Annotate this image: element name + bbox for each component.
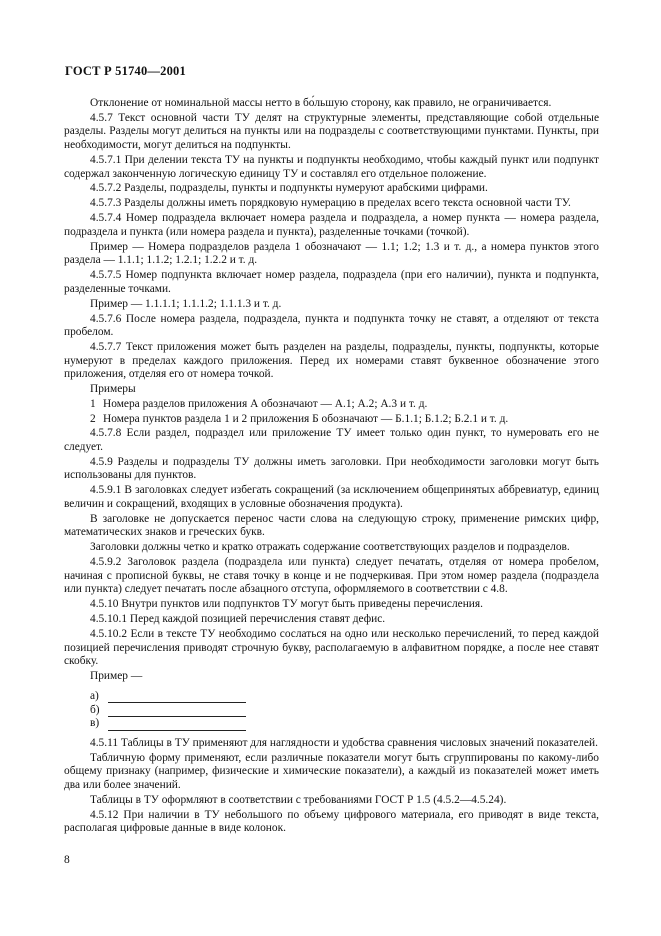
paragraph-4-5-10: 4.5.10 Внутри пунктов или подпунктов ТУ могут быть приведены перечисления. <box>90 598 483 611</box>
paragraph-4-5-7-8: 4.5.7.8 Если раздел, подраздел или приложение ТУ имеет только один пункт, то нумеровать его не следует. <box>64 427 599 453</box>
paragraph-4-5-7-2: 4.5.7.2 Разделы, подразделы, пункты и подпункты нумеруют арабскими цифрами. <box>90 182 488 195</box>
example-heading: Пример — <box>90 669 143 682</box>
paragraph-4-5-7-3: 4.5.7.3 Разделы должны иметь порядковую нумерацию в пределах всего текста основной части ТУ. <box>90 197 571 210</box>
example-paragraph: Пример — 1.1.1.1; 1.1.1.2; 1.1.1.3 и т. д. <box>90 297 282 310</box>
enumeration-item <box>64 703 599 717</box>
enumeration-letter: а) <box>90 689 99 702</box>
blank-line <box>108 692 246 703</box>
document-header: ГОСТ Р 51740—2001 <box>65 64 186 78</box>
paragraph: В заголовке не допускается перенос части слова на следующую строку, применение римских цифр, математических знаков и греческих букв. <box>64 512 599 539</box>
example-paragraph: Пример — Номера подразделов раздела 1 обозначают — 1.1; 1.2; 1.3 и т. д., а номера пунктов этого раздела — 1.1.1; 1.1.2; 1.2.1; 1.2.2 и т. д. <box>64 240 599 267</box>
paragraph-4-5-7-6: 4.5.7.6 После номера раздела, подраздела, пункта и подпункта точку не ставят, а отделяют от текста пробелом. <box>64 312 599 339</box>
blank-line <box>108 706 246 717</box>
paragraph: Отклонение от номинальной массы нетто в бо́льшую сторону, как правило, не ограничивается. <box>90 97 552 109</box>
enumeration-item <box>64 690 599 704</box>
paragraph: Заголовки должны четко и кратко отражать содержание соответствующих разделов и подразделов. <box>90 541 570 554</box>
paragraph-4-5-7-1: 4.5.7.1 При делении текста ТУ на пункты и подпункты необходимо, чтобы каждый пункт или подпункт содержал законченную логическую единицу ТУ и составлял его отдельное положение. <box>64 153 599 180</box>
list-item-text: Номера разделов приложения А обозначают — А.1; А.2; А.3 и т. д. <box>103 398 428 411</box>
paragraph-4-5-7: 4.5.7 Текст основной части ТУ делят на структурные элементы, представляющие собой отдельные разделы. Разделы могут делиться на пункты или на подразделы с соответствующими пунктами. Пункты, при необходимости, могут делиться на подпункты. <box>64 111 599 152</box>
enumeration-letter: б) <box>90 703 100 716</box>
enumeration-letter: в) <box>90 717 100 730</box>
list-item <box>64 413 599 427</box>
paragraph: Таблицы в ТУ оформляют в соответствии с требованиями ГОСТ Р 1.5 (4.5.2—4.5.24). <box>90 793 507 806</box>
paragraph-4-5-11: 4.5.11 Таблицы в ТУ применяют для наглядности и удобства сравнения числовых значений показателей. <box>90 736 598 749</box>
list-item <box>64 398 599 412</box>
paragraph-4-5-12: 4.5.12 При наличии в ТУ небольшого по объему цифрового материала, его приводят в виде текста, располагая цифровые данные в виде колонок. <box>64 808 599 835</box>
enumeration-item <box>64 717 599 731</box>
paragraph-4-5-10-2: 4.5.10.2 Если в тексте ТУ необходимо сослаться на одно или несколько перечислений, то перед каждой позицией перечисления приводят строчную букву, располагаемую в алфавитном порядке, а после нее ставят скобку. <box>64 627 599 668</box>
page-number: 8 <box>64 854 70 866</box>
list-item-text: Номера пунктов раздела 1 и 2 приложения Б обозначают — Б.1.1; Б.1.2; Б.2.1 и т. д. <box>103 412 509 425</box>
paragraph-4-5-7-5: 4.5.7.5 Номер подпункта включает номер раздела, подраздела (при его наличии), пункта и подпункта, разделенные точками. <box>64 269 599 295</box>
examples-list <box>64 398 599 426</box>
paragraph-4-5-7-7: 4.5.7.7 Текст приложения может быть разделен на разделы, подразделы, пункты, подпункты, которые нумеруют в пределах каждого приложения. Перед их номерами ставят буквенное обозначение этого приложения, отделяя его от номера точкой. <box>64 341 599 381</box>
paragraph: Табличную форму применяют, если различные показатели могут быть сгруппированы по какому-либо общему признаку (например, физические и химические показатели), а каждый из показателей может иметь два или более значений. <box>64 751 599 792</box>
paragraph-4-5-9-2: 4.5.9.2 Заголовок раздела (подраздела или пункта) следует печатать, отделяя от номера пробелом, начиная с прописной буквы, не ставя точку в конце и не подчеркивая. При этом номер раздела (подраздела или пункта) следует печатать после абзацного отступа, оформляемого в соответствии с 4.8. <box>64 556 599 596</box>
paragraph-4-5-10-1: 4.5.10.1 Перед каждой позицией перечисления ставят дефис. <box>90 613 386 626</box>
examples-heading: Примеры <box>90 383 136 396</box>
paragraph-4-5-7-4: 4.5.7.4 Номер подраздела включает номера раздела и подраздела, а номер пункта — номера раздела, подраздела и пункта (или номера раздела и пункта), разделенные точками (точкой). <box>64 212 599 238</box>
paragraph-4-5-9: 4.5.9 Разделы и подразделы ТУ должны иметь заголовки. При необходимости заголовки могут быть использованы для пунктов. <box>64 455 599 482</box>
list-item-number: 2 <box>90 412 96 425</box>
blank-line <box>108 720 246 731</box>
paragraph-4-5-9-1: 4.5.9.1 В заголовках следует избегать сокращений (за исключением общепринятых аббревиатур, единиц величин и сокращений, входящих в условные обозначения продукта). <box>64 484 599 510</box>
list-item-number: 1 <box>90 398 96 411</box>
enumeration-list <box>64 690 599 731</box>
document-body <box>64 97 599 837</box>
